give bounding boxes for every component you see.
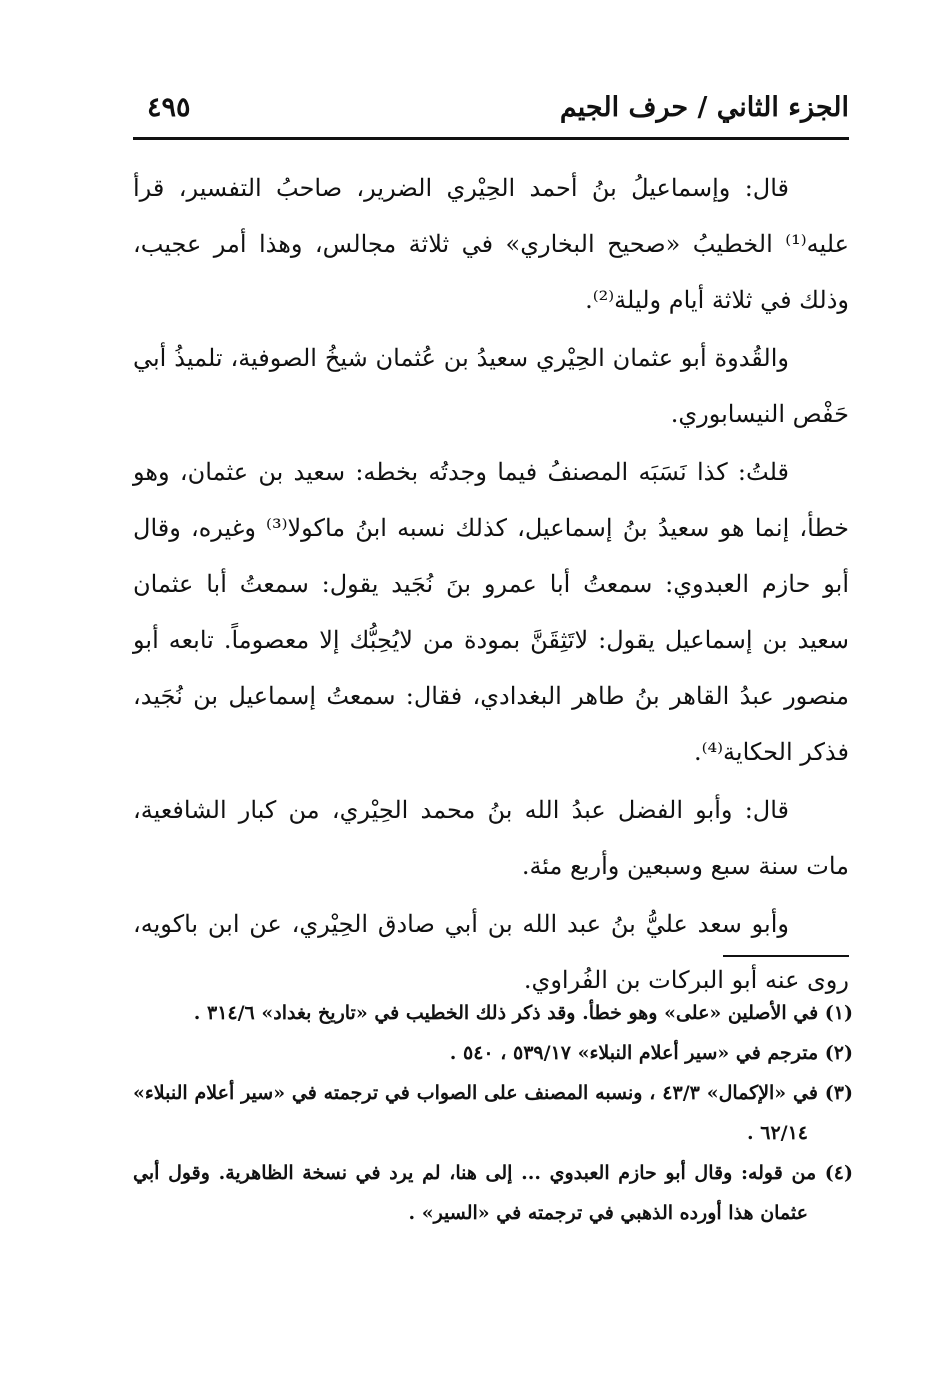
paragraph: وأبو سعد عليُّ بنُ عبد الله بن أبي صادق الحِيْري، عن ابن باكويه، روى عنه أبو البركات بن الفُراوي. xyxy=(133,910,849,994)
header-divider xyxy=(133,137,849,140)
page-number: ٤٩٥ xyxy=(147,92,191,123)
footnote-divider xyxy=(723,955,849,957)
paragraph: والقُدوة أبو عثمان الحِيْري سعيدُ بن عُثمان شيخُ الصوفية، تلميذُ أبي حَفْص النيسابوري. xyxy=(133,344,849,428)
main-text xyxy=(133,160,849,1010)
running-title: الجزء الثاني / حرف الجيم xyxy=(559,92,849,123)
page-header xyxy=(133,92,849,136)
footnote: (٢) مترجم في «سير أعلام النبلاء» ٥٣٩/١٧ ، ٥٤٠ . xyxy=(449,1042,853,1064)
footnote: (١) في الأصلين «على» وهو خطأ. وقد ذكر ذلك الخطيب في «تاريخ بغداد» ٣١٤/٦ . xyxy=(193,1002,853,1024)
paragraph: قال: وإسماعيلُ بنُ أحمد الحِيْري الضرير، صاحبُ التفسير، قرأ عليه⁽¹⁾ الخطيبُ «صحيح البخاري» في ثلاثة مجالس، وهذا أمر عجيب، وذلك في ثلاثة أيام وليلة⁽²⁾. xyxy=(133,174,849,314)
paragraph: قال: وأبو الفضل عبدُ الله بنُ محمد الحِيْري، من كبار الشافعية، مات سنة سبع وسبعين وأربع مئة. xyxy=(133,796,849,880)
paragraph: قلتُ: كذا نَسَبَه المصنفُ فيما وجدتُه بخطه: سعيد بن عثمان، وهو خطأ، إنما هو سعيدُ بنُ إسماعيل، كذلك نسبه ابنُ ماكولا⁽³⁾ وغيره، وقال أبو حازم العبدوي: سمعتُ أبا عمرو بنَ نُجَيد يقول: سمعتُ أبا عثمان سعيد بن إسماعيل يقول: لاتَثِقَنَّ بمودة من لايُحِبُّك إلا معصوماً. تابعه أبو منصور عبدُ القاهر بنُ طاهر البغدادي، فقال: سمعتُ إسماعيل بن نُجَيد، فذكر الحكاية⁽⁴⁾. xyxy=(133,458,849,766)
footnote: (٣) في «الإكمال» ٤٣/٣ ، ونسبه المصنف على الصواب في ترجمته في «سير أعلام النبلاء» ٦٢/١٤ . xyxy=(133,1082,853,1144)
footnote: (٤) من قوله: وقال أبو حازم العبدوي ... إلى هنا، لم يرد في نسخة الظاهرية. وقول أبي عثمان هذا أورده الذهبي في ترجمته في «السير» . xyxy=(133,1162,853,1224)
footnotes xyxy=(133,993,853,1233)
